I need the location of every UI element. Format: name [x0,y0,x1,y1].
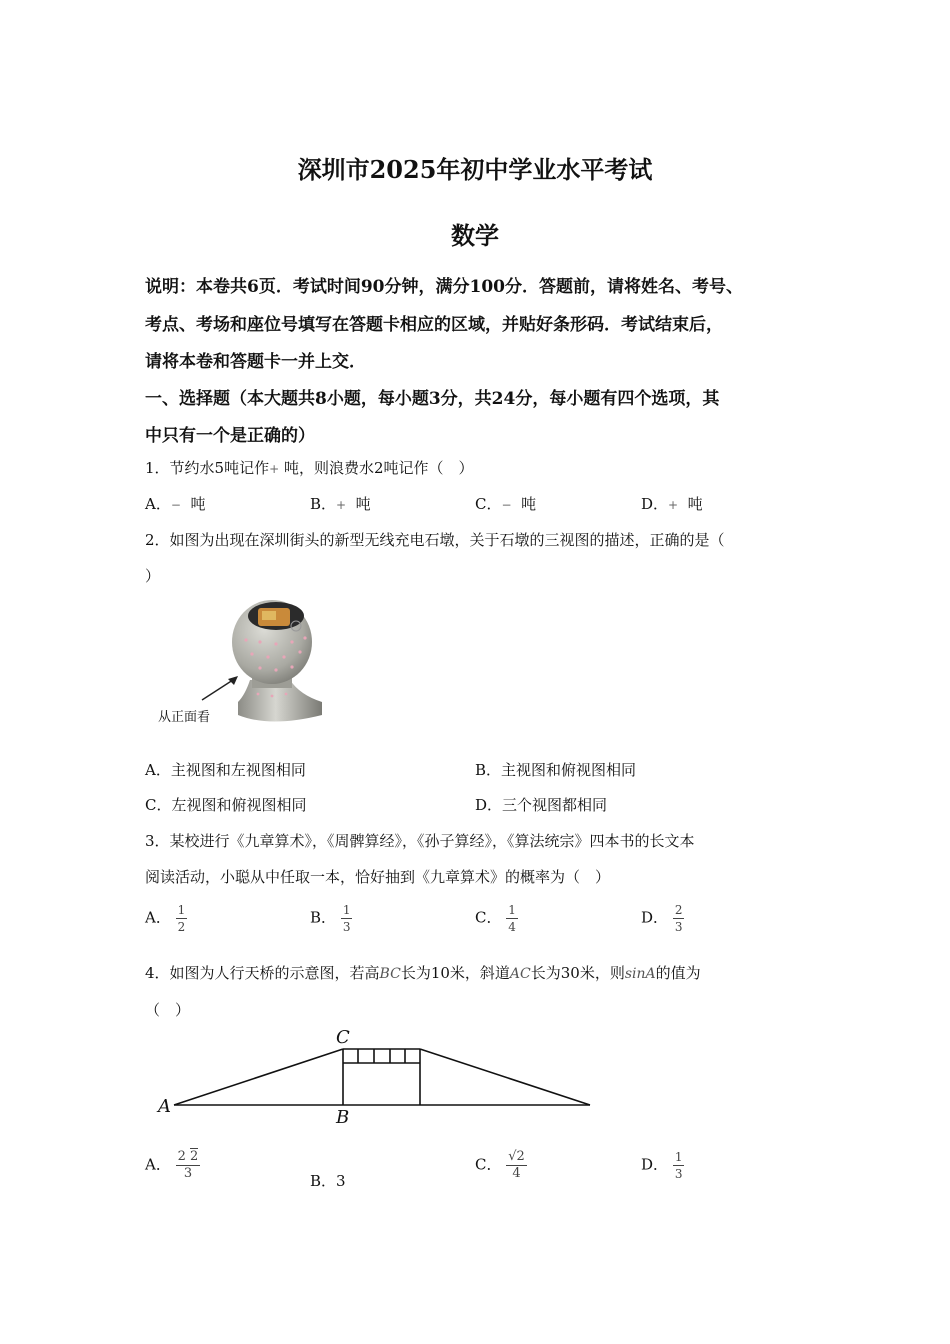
q4-option-a-root: 2 [190,1149,199,1164]
q3-stem-line-2: 阅读活动，小聪从中任取一本，恰好抽到《九章算术》的概率为（ ） [145,868,611,886]
q4-option-d-label: D． [641,1155,669,1174]
ramp-ac [174,1049,343,1105]
q4-option-d-fraction [673,1150,685,1181]
q3-option-b-num: 1 [342,903,351,917]
q2-figure-label: 从正面看 [158,710,211,725]
q1-stem-sign: + [269,462,280,476]
footbridge-figure [150,1025,610,1135]
q3-option-a-num: 1 [177,903,186,917]
q2-option-d-label: D． [475,796,503,814]
q1-option-b-label: B． [310,495,337,513]
q4-stem [145,962,701,983]
q3-option-b-fraction [341,903,353,934]
q1-stem-a: 1．节约水5吨记作 [145,459,270,477]
q2-option-d-text: 三个视图都相同 [502,796,608,814]
q1-option-c-sign: − [501,498,512,512]
q4-var-ac: AC [509,966,531,982]
q3-option-d-den: 3 [674,920,683,934]
q4-option-c-fraction [506,1150,527,1181]
q1-option-d-sign: + [668,498,679,512]
q4-option-d-den: 3 [674,1167,683,1181]
q3-option-c-den: 4 [508,920,516,934]
q3-option-b[interactable] [310,903,352,934]
q2-stem-line-1: 2．如图为出现在深圳街头的新型无线充电石墩，关于石墩的三视图的描述，正确的是（ [145,531,725,549]
q4-option-c[interactable] [475,1150,527,1181]
q4-option-a-numerator [176,1150,201,1164]
q1-option-a-label: A． [145,495,171,513]
q4-var-sin: sinA [624,966,656,982]
q4-option-b-label: B． [310,1172,337,1190]
q2-option-c-label: C． [145,796,172,814]
q3-option-c[interactable] [475,903,518,934]
q1-option-a[interactable] [145,493,205,514]
q2-option-b-label: B． [475,761,502,779]
q3-option-c-num: 1 [508,903,516,917]
q3-option-a-fraction [176,903,188,934]
q4-stem-b: 长为10米，斜道 [400,964,510,982]
q4-option-c-num: √2 [508,1149,525,1164]
q4-stem-d: 的值为 [655,964,701,982]
q4-option-c-label: C． [475,1155,502,1174]
q3-option-c-fraction [506,903,518,934]
q1-option-a-sign: − [170,498,181,512]
section-header-line-1: 一、选择题（本大题共8小题，每小题3分，共24分，每小题有四个选项，其 [145,389,720,409]
q3-option-d-fraction [673,903,685,934]
q1-stem-b: 吨，则浪费水2吨记作（ ） [283,459,474,477]
q4-stem-a: 4．如图为人行天桥的示意图，若高 [145,964,380,982]
q4-option-b-text: 3 [336,1172,346,1190]
q2-option-c[interactable] [145,794,307,815]
q3-option-a[interactable] [145,903,187,934]
q4-option-c-den: 4 [512,1166,521,1181]
section-header-line-2: 中只有一个是正确的） [145,426,315,446]
q3-option-d-num: 2 [674,903,683,917]
q1-option-b-unit: 吨 [355,495,371,513]
q2-option-a-label: A． [145,761,171,779]
instructions-line-1: 说明：本卷共6页．考试时间90分钟，满分100分．答题前，请将姓名、考号、 [145,277,743,297]
q3-option-b-label: B． [310,908,337,927]
q3-option-d-label: D． [641,908,669,927]
q2-option-d[interactable] [475,794,607,815]
q1-option-c-label: C． [475,495,502,513]
instructions-line-3: 请将本卷和答题卡一并上交． [145,352,366,372]
q2-option-c-text: 左视图和俯视图相同 [171,796,307,814]
q1-option-d[interactable] [641,493,703,514]
q1-option-b-sign: + [336,498,347,512]
q4-option-a-num: 2 [177,1149,186,1164]
q4-option-a-fraction [176,1150,201,1181]
exam-title: 深圳市2025年初中学业水平考试 [297,155,653,184]
figure-label-c: C [336,1027,350,1048]
q4-option-a-label: A． [145,1155,171,1174]
q1-option-c-unit: 吨 [521,495,537,513]
q3-option-a-den: 2 [177,920,186,934]
q3-option-b-den: 3 [342,920,351,934]
ramp-right [420,1049,590,1105]
q2-option-b[interactable] [475,759,636,780]
q3-option-c-label: C． [475,908,502,927]
q3-stem-line-1: 3．某校进行《九章算术》，《周髀算经》，《孙子算经》，《算法统宗》四本书的长文本 [145,832,695,850]
q2-option-a-text: 主视图和左视图相同 [170,761,306,779]
q1-option-d-unit: 吨 [687,495,703,513]
q2-option-a[interactable] [145,759,306,780]
q2-stem-line-2: ） [145,567,161,585]
figure-label-b: B [336,1107,350,1128]
instructions-line-2: 考点、考场和座位号填写在答题卡相应的区域，并贴好条形码．考试结束后， [145,315,723,335]
q1-option-d-label: D． [641,495,669,513]
q4-option-d[interactable] [641,1150,684,1181]
q4-option-b[interactable] [310,1170,346,1191]
q3-option-a-label: A． [145,908,171,927]
q1-option-c[interactable] [475,493,536,514]
subject-title: 数学 [451,221,499,250]
q3-option-d[interactable] [641,903,684,934]
q4-option-a[interactable] [145,1150,200,1181]
q4-option-a-den: 3 [183,1166,193,1181]
q4-option-d-num: 1 [674,1150,683,1164]
figure-label-a: A [158,1096,171,1117]
q1-option-a-unit: 吨 [190,495,206,513]
q4-stem-line-2: （ ） [145,1001,191,1019]
q2-option-b-text: 主视图和俯视图相同 [501,761,637,779]
q1-option-b[interactable] [310,493,371,514]
q4-stem-c: 长为30米，则 [530,964,625,982]
q4-var-bc: BC [379,966,401,982]
q1-stem [145,457,473,478]
